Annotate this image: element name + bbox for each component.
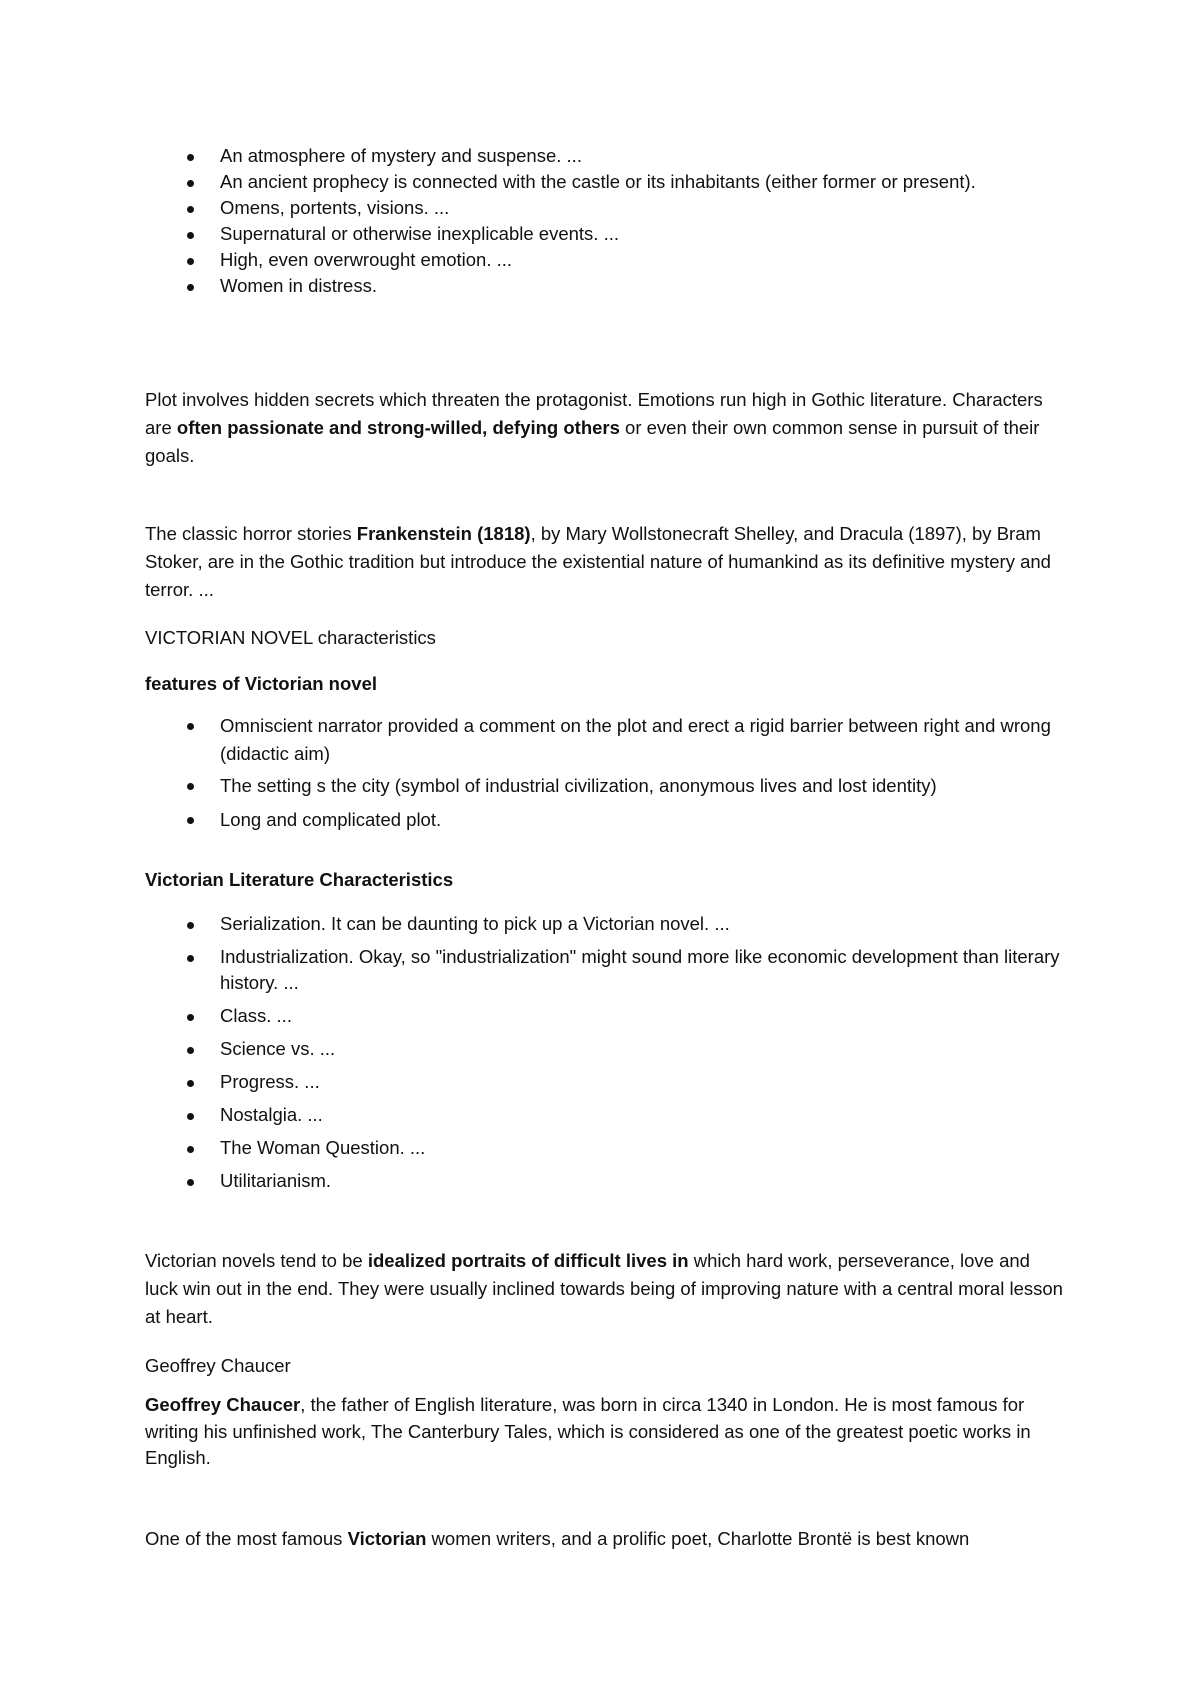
section-heading: VICTORIAN NOVEL characteristics: [145, 627, 436, 648]
bullet-icon: [187, 154, 194, 161]
bullet-icon: [187, 1179, 194, 1186]
list-item: An atmosphere of mystery and suspense. ...: [145, 143, 1065, 169]
list-item: High, even overwrought emotion. ...: [145, 247, 1065, 273]
idealized-paragraph: Victorian novels tend to be idealized portraits of difficult lives in which hard work, perseverance, love and luck win out in the end. They were usually inclined towards being of improving nature with a central moral lesson at heart.: [145, 1250, 1063, 1327]
victorian-features-list: [145, 712, 1065, 834]
list-item: Omens, portents, visions. ...: [145, 195, 1065, 221]
chaucer-paragraph: Geoffrey Chaucer, the father of English literature, was born in circa 1340 in London. He is most famous for writing his unfinished work, The Canterbury Tales, which is considered as one of the greatest poetic works in English.: [145, 1394, 1031, 1468]
bullet-icon: [187, 1047, 194, 1054]
list-item: Supernatural or otherwise inexplicable events. ...: [145, 221, 1065, 247]
list-item: Industrialization. Okay, so "industrialization" might sound more like economic development than literary history. ...: [145, 944, 1065, 996]
list-item: Science vs. ...: [145, 1036, 1065, 1062]
list-item: Serialization. It can be daunting to pick up a Victorian novel. ...: [145, 911, 1065, 937]
plot-paragraph: Plot involves hidden secrets which threaten the protagonist. Emotions run high in Gothic literature. Characters are often passionate and strong-willed, defying others or even their own common sense in pursuit of their goals.: [145, 389, 1043, 466]
victorian-literature-list: [145, 911, 1065, 1194]
bullet-icon: [187, 1146, 194, 1153]
classic-horror-paragraph: The classic horror stories Frankenstein (1818), by Mary Wollstonecraft Shelley, and Dracula (1897), by Bram Stoker, are in the Gothic tradition but introduce the existential nature of humankind as its definitive mystery and terror. ...: [145, 523, 1051, 600]
list-item: Utilitarianism.: [145, 1168, 1065, 1194]
bullet-icon: [187, 817, 194, 824]
bullet-icon: [187, 723, 194, 730]
bullet-icon: [187, 258, 194, 265]
list-item: The Woman Question. ...: [145, 1135, 1065, 1161]
bullet-icon: [187, 206, 194, 213]
chaucer-heading: Geoffrey Chaucer: [145, 1355, 291, 1376]
bullet-icon: [187, 180, 194, 187]
list-item: Nostalgia. ...: [145, 1102, 1065, 1128]
bullet-icon: [187, 955, 194, 962]
bullet-icon: [187, 1113, 194, 1120]
list-item: Women in distress.: [145, 273, 1065, 299]
list-item: Omniscient narrator provided a comment on the plot and erect a rigid barrier between right and wrong (didactic aim): [145, 712, 1065, 768]
list-item: Long and complicated plot.: [145, 806, 1065, 834]
subsection-heading: features of Victorian novel: [145, 673, 377, 694]
bullet-icon: [187, 232, 194, 239]
list-item: The setting s the city (symbol of industrial civilization, anonymous lives and lost identity): [145, 772, 1065, 800]
bronte-paragraph: One of the most famous Victorian women writers, and a prolific poet, Charlotte Brontë is best known: [145, 1528, 970, 1549]
bullet-icon: [187, 1080, 194, 1087]
bullet-icon: [187, 1014, 194, 1021]
subsection-heading: Victorian Literature Characteristics: [145, 869, 454, 890]
list-item: Progress. ...: [145, 1069, 1065, 1095]
bullet-icon: [187, 783, 194, 790]
bullet-icon: [187, 922, 194, 929]
list-item: Class. ...: [145, 1003, 1065, 1029]
list-item: An ancient prophecy is connected with the castle or its inhabitants (either former or present).: [145, 169, 1065, 195]
gothic-features-list: [145, 143, 1065, 299]
bullet-icon: [187, 284, 194, 291]
